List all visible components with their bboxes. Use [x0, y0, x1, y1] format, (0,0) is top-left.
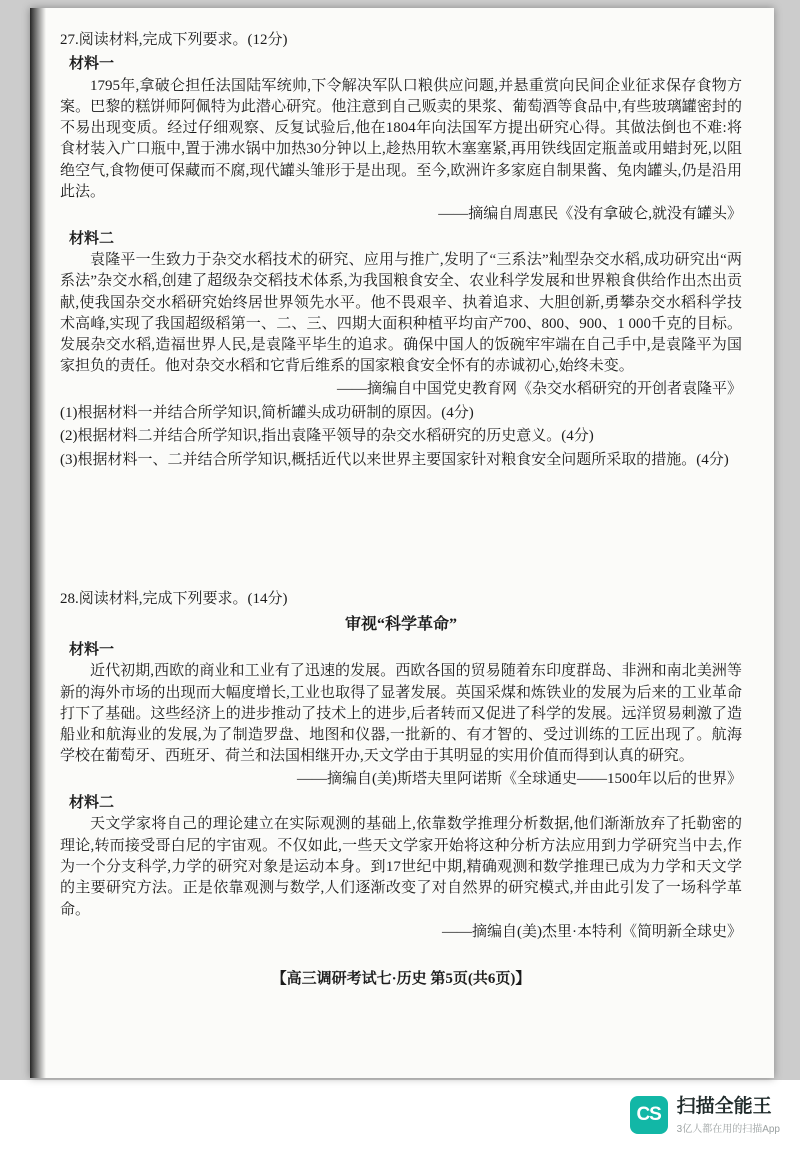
scanner-app-name: 扫描全能王: [676, 1096, 772, 1117]
q27-material-1-text: 1795年,拿破仑担任法国陆军统帅,下令解决军队口粮供应问题,并悬重赏向民间企业征求保存食物方案。巴黎的糕饼师阿佩特为此潜心研究。他注意到自己贩卖的果浆、葡萄酒等食品中,有些玻璃罐密封的不易出现变质。经过仔细观察、反复试验后,他在1804年向法国军方提出研究心得。其做法倒也不难:将食材装入广口瓶中,置于沸水锅中加热30分钟以上,趁热用软木塞塞紧,再用铁线固定瓶盖或用蜡封死,以阻绝空气,食物便可保藏而不腐,现代罐头雏形于是出现。至今,欧洲许多家庭自制果酱、兔肉罐头,仍是沿用此法。: [60, 77, 742, 201]
scanner-watermark-badge: [622, 1090, 792, 1141]
exam-page: [30, 8, 774, 1078]
question-28-header: 28.阅读材料,完成下列要求。(14分): [60, 590, 288, 607]
q27-material-2-source: ——摘编自中国党史教育网《杂交水稻研究的开创者袁隆平》: [336, 380, 742, 397]
q28-material-1-text: 近代初期,西欧的商业和工业有了迅速的发展。西欧各国的贸易随着东印度群岛、非洲和南北美洲等新的海外市场的出现而大幅度增长,工业也取得了显著发展。英国采煤和炼铁业的发展为后来的工业革命打下了基础。这些经济上的进步推动了技术上的进步,后者转而又促进了科学的发展。远洋贸易刺激了造船业和航海业的发展,为了制造罗盘、地图和仪器,一批新的、有才智的、受过训练的工匠出现了。航海学校在葡萄牙、西班牙、荷兰和法国相继开办,天文学由于其明显的实用价值而得到认真的研究。: [60, 663, 742, 765]
q27-material-2-label: 材料二: [69, 230, 115, 247]
q27-material-1-label: 材料一: [69, 56, 115, 73]
q28-material-2-label: 材料二: [69, 795, 115, 812]
page-footer: 【高三调研考试七·历史 第5页(共6页)】: [271, 971, 531, 988]
q27-subquestion-2: (2)根据材料二并结合所学知识,指出袁隆平领导的杂交水稻研究的历史意义。(4分): [60, 428, 594, 445]
scanner-app-tagline: 3亿人都在用的扫描App: [676, 1123, 780, 1135]
q28-material-1-label: 材料一: [69, 641, 115, 658]
q28-material-2-source: ——摘编自(美)杰里·本特利《简明新全球史》: [442, 923, 742, 940]
q28-title: 审视“科学革命”: [344, 616, 457, 634]
q27-subquestion-1: (1)根据材料一并结合所学知识,简析罐头成功研制的原因。(4分): [60, 405, 474, 422]
scanner-badge-texts: [677, 1096, 780, 1135]
page-content: [60, 30, 742, 990]
q27-subquestion-3: (3)根据材料一、二并结合所学知识,概括近代以来世界主要国家针对粮食安全问题所采取的措施。(4分): [60, 451, 729, 468]
q27-material-1-source: ——摘编自周惠民《没有拿破仑,就没有罐头》: [438, 206, 742, 223]
scanner-logo-icon: CS: [630, 1096, 668, 1134]
q27-material-2-text: 袁隆平一生致力于杂交水稻技术的研究、应用与推广,发明了“三系法”籼型杂交水稻,成功研究出“两系法”杂交水稻,创建了超级杂交稻技术体系,为我国粮食安全、农业科学发展和世界粮食供给作出杰出贡献,使我国杂交水稻研究始终居世界领先水平。他不畏艰辛、执着追求、大胆创新,勇攀杂交水稻科学技术高峰,实现了我国超级稻第一、二、三、四期大面积种植平均亩产700、800、900、1 000千克的目标。发展杂交水稻,造福世界人民,是袁隆平毕生的追求。确保中国人的饭碗牢牢端在自己手中,是袁隆平为国家担负的责任。他对杂交水稻和它背后维系的国家粮食安全怀有的赤诚初心,始终未变。: [60, 251, 742, 375]
question-28-block: [60, 589, 742, 943]
q28-material-1-source: ——摘编自(美)斯塔夫里阿诺斯《全球通史——1500年以后的世界》: [297, 770, 742, 787]
question-27-header: 27.阅读材料,完成下列要求。(12分): [60, 32, 288, 48]
scan-edge-shadow: [30, 8, 46, 1078]
q28-material-2-text: 天文学家将自己的理论建立在实际观测的基础上,依靠数学推理分析数据,他们渐渐放弃了托勒密的理论,转而接受哥白尼的宇宙观。不仅如此,一些天文学家开始将这种分析方法应用到力学研究当中去,作为一个分支科学,力学的研究对象是运动本身。到17世纪中期,精确观测和数学推理已成为力学和天文学的主要研究方法。正是依靠观测与数学,人们逐渐改变了对自然界的研究模式,并由此引发了一场科学革命。: [60, 816, 742, 918]
